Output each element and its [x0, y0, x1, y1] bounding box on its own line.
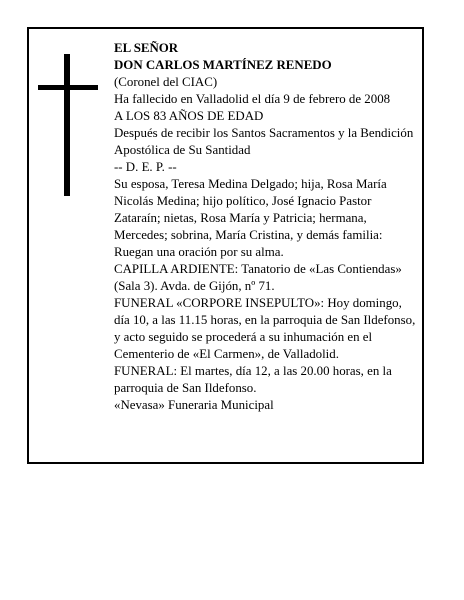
- notice-title: EL SEÑOR: [114, 41, 179, 55]
- rip-line: -- D. E. P. --: [114, 160, 177, 174]
- prayer-request: Ruegan una oración por su alma.: [114, 245, 284, 259]
- deceased-rank: (Coronel del CIAC): [114, 75, 218, 89]
- sacraments-text: Después de recibir los Santos Sacramentos y la Bendición Apostólica de Su Santidad: [114, 126, 414, 157]
- cross-vertical-bar: [64, 54, 70, 196]
- family-list: Su esposa, Teresa Medina Delgado; hija, Rosa María Nicolás Medina; hijo político, José Ignacio Pastor Zataraín; nietas, Rosa María y Patricia; hermana, Mercedes; sobrina, María Cristina, y demás familia:: [114, 177, 387, 242]
- funeral-home: «Nevasa» Funeraria Municipal: [114, 398, 274, 412]
- chapel-info: CAPILLA ARDIENTE: Tanatorio de «Las Contiendas» (Sala 3). Avda. de Gijón, nº 71.: [114, 262, 402, 293]
- age-at-death: A LOS 83 AÑOS DE EDAD: [114, 109, 264, 123]
- funeral-info: FUNERAL: El martes, día 12, a las 20.00 horas, en la parroquia de San Ildefonso.: [114, 364, 392, 395]
- deceased-name: DON CARLOS MARTÍNEZ RENEDO: [114, 58, 332, 72]
- cross-horizontal-bar: [38, 85, 98, 90]
- death-info: Ha fallecido en Valladolid el día 9 de febrero de 2008: [114, 92, 391, 106]
- cross-icon: [38, 54, 98, 196]
- funeral-corpore-insepulto: FUNERAL «CORPORE INSEPULTO»: Hoy domingo, día 10, a las 11.15 horas, en la parroquia de San Ildefonso, y acto seguido se procederá a su inhumación en el Cementerio de «El Carmen», de Valladolid.: [114, 296, 416, 361]
- obituary-text: [114, 40, 420, 414]
